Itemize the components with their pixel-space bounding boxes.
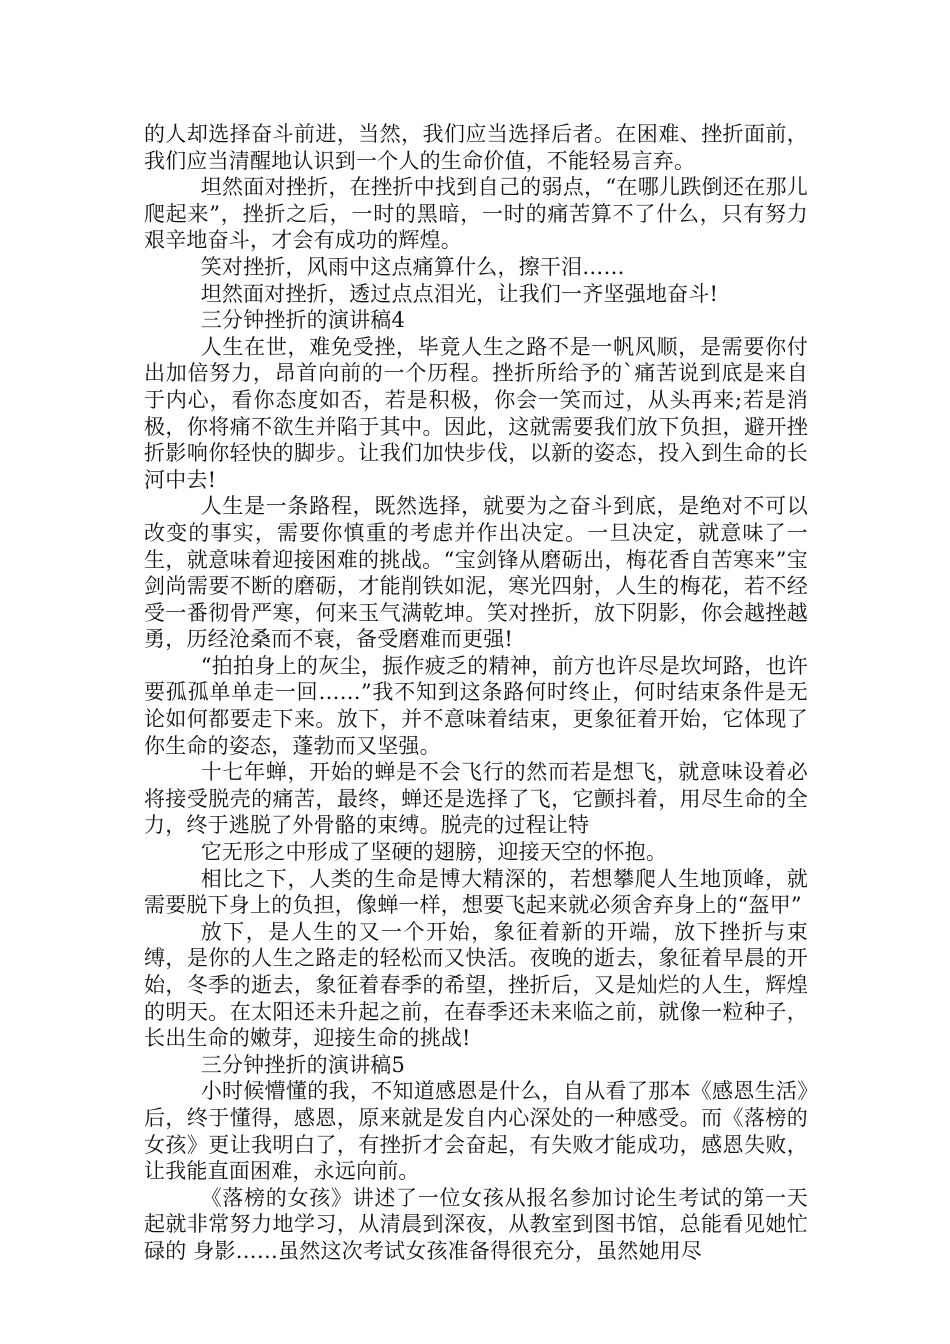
paragraph: 笑对挫折，风雨中这点痛算什么，擦干泪…… <box>200 254 625 279</box>
paragraph: 《落榜的女孩》讲述了一位女孩从报名参加讨论生考试的第一天起就非常努力地学习，从清晨到深夜，从教室到图书馆，总能看见她忙碌的 身影……虽然这次考试女孩准备得很充分，虽然她用尽 <box>144 1185 808 1263</box>
section-heading: 三分钟挫折的演讲稿4 <box>200 308 406 333</box>
paragraph: 相比之下，人类的生命是博大精深的，若想攀爬人生地顶峰，就需要脱下身上的负担，像蝉一样，想要飞起来就必须舍弃身上的“盔甲” <box>144 866 808 918</box>
paragraph: 坦然面对挫折，透过点点泪光，让我们一齐坚强地奋斗! <box>200 281 719 306</box>
paragraph-continuation: 的人却选择奋斗前进，当然，我们应当选择后者。在困难、挫折面前，我们应当清醒地认识到一个人的生命价值，不能轻易言弃。 <box>144 122 808 173</box>
paragraph: 人生在世，难免受挫，毕竟人生之路不是一帆风顺，是需要你付出加倍努力，昂首向前的一个历程。挫折所给予的`痛苦说到底是来自于内心，看你态度如否，若是积极，你会一笑而过，从头再来;若是消极，你将痛不欲生并陷于其中。因此，这就需要我们放下负担，避开挫折影响你轻快的脚步。让我们加快步伐，以新的姿态，投入到生命的长河中去! <box>144 334 808 492</box>
paragraph: “拍拍身上的灰尘，振作疲乏的精神，前方也许尽是坎坷路，也许要孤孤单单走一回……”我不知到这条路何时终止，何时结束条件是无论如何都要走下来。放下，并不意味着结束，更象征着开始，它体现了你生命的姿态，蓬勃而又坚强。 <box>144 653 808 758</box>
paragraph: 放下，是人生的又一个开始，象征着新的开端，放下挫折与束缚，是你的人生之路走的轻松而又快活。夜晚的逝去，象征着早晨的开始，冬季的逝去，象征着春季的希望，挫折后，又是灿烂的人生，辉煌的明天。在太阳还未升起之前，在春季还未来临之前，就像一粒种子，长出生命的嫩芽，迎接生命的挑战! <box>144 919 808 1051</box>
paragraph: 十七年蝉，开始的蝉是不会飞行的然而若是想飞，就意味设着必将接受脱壳的痛苦，最终，蝉还是选择了飞，它颤抖着，用尽生命的全力，终于逃脱了外骨骼的束缚。脱壳的过程让特 <box>144 760 808 838</box>
paragraph: 坦然面对挫折，在挫折中找到自己的弱点，“在哪儿跌倒还在那儿爬起来”，挫折之后，一时的黑暗，一时的痛苦算不了什么，只有努力艰辛地奋斗，才会有成功的辉煌。 <box>144 175 808 253</box>
section-heading: 三分钟挫折的演讲稿5 <box>200 1052 406 1077</box>
paragraph: 人生是一条路程，既然选择，就要为之奋斗到底，是绝对不可以改变的事实，需要你慎重的考虑并作出决定。一旦决定，就意味了一生，就意味着迎接困难的挑战。“宝剑锋从磨砺出，梅花香自苦寒来”宝剑尚需要不断的磨砺，才能削铁如泥，寒光四射，人生的梅花，若不经受一番彻骨严寒，何来玉气满乾坤。笑对挫折，放下阴影，你会越挫越勇，历经沧桑而不衰，备受磨难而更强! <box>144 494 808 652</box>
document-body <box>144 121 808 1265</box>
paragraph: 小时候懵懂的我，不知道感恩是什么，自从看了那本《感恩生活》后，终于懂得，感恩，原来就是发自内心深处的一种感受。而《落榜的女孩》更让我明白了，有挫折才会奋起，有失败才能成功，感恩失败，让我能直面困难，永远向前。 <box>144 1079 808 1184</box>
paragraph: 它无形之中形成了坚硬的翅膀，迎接天空的怀抱。 <box>200 840 668 865</box>
